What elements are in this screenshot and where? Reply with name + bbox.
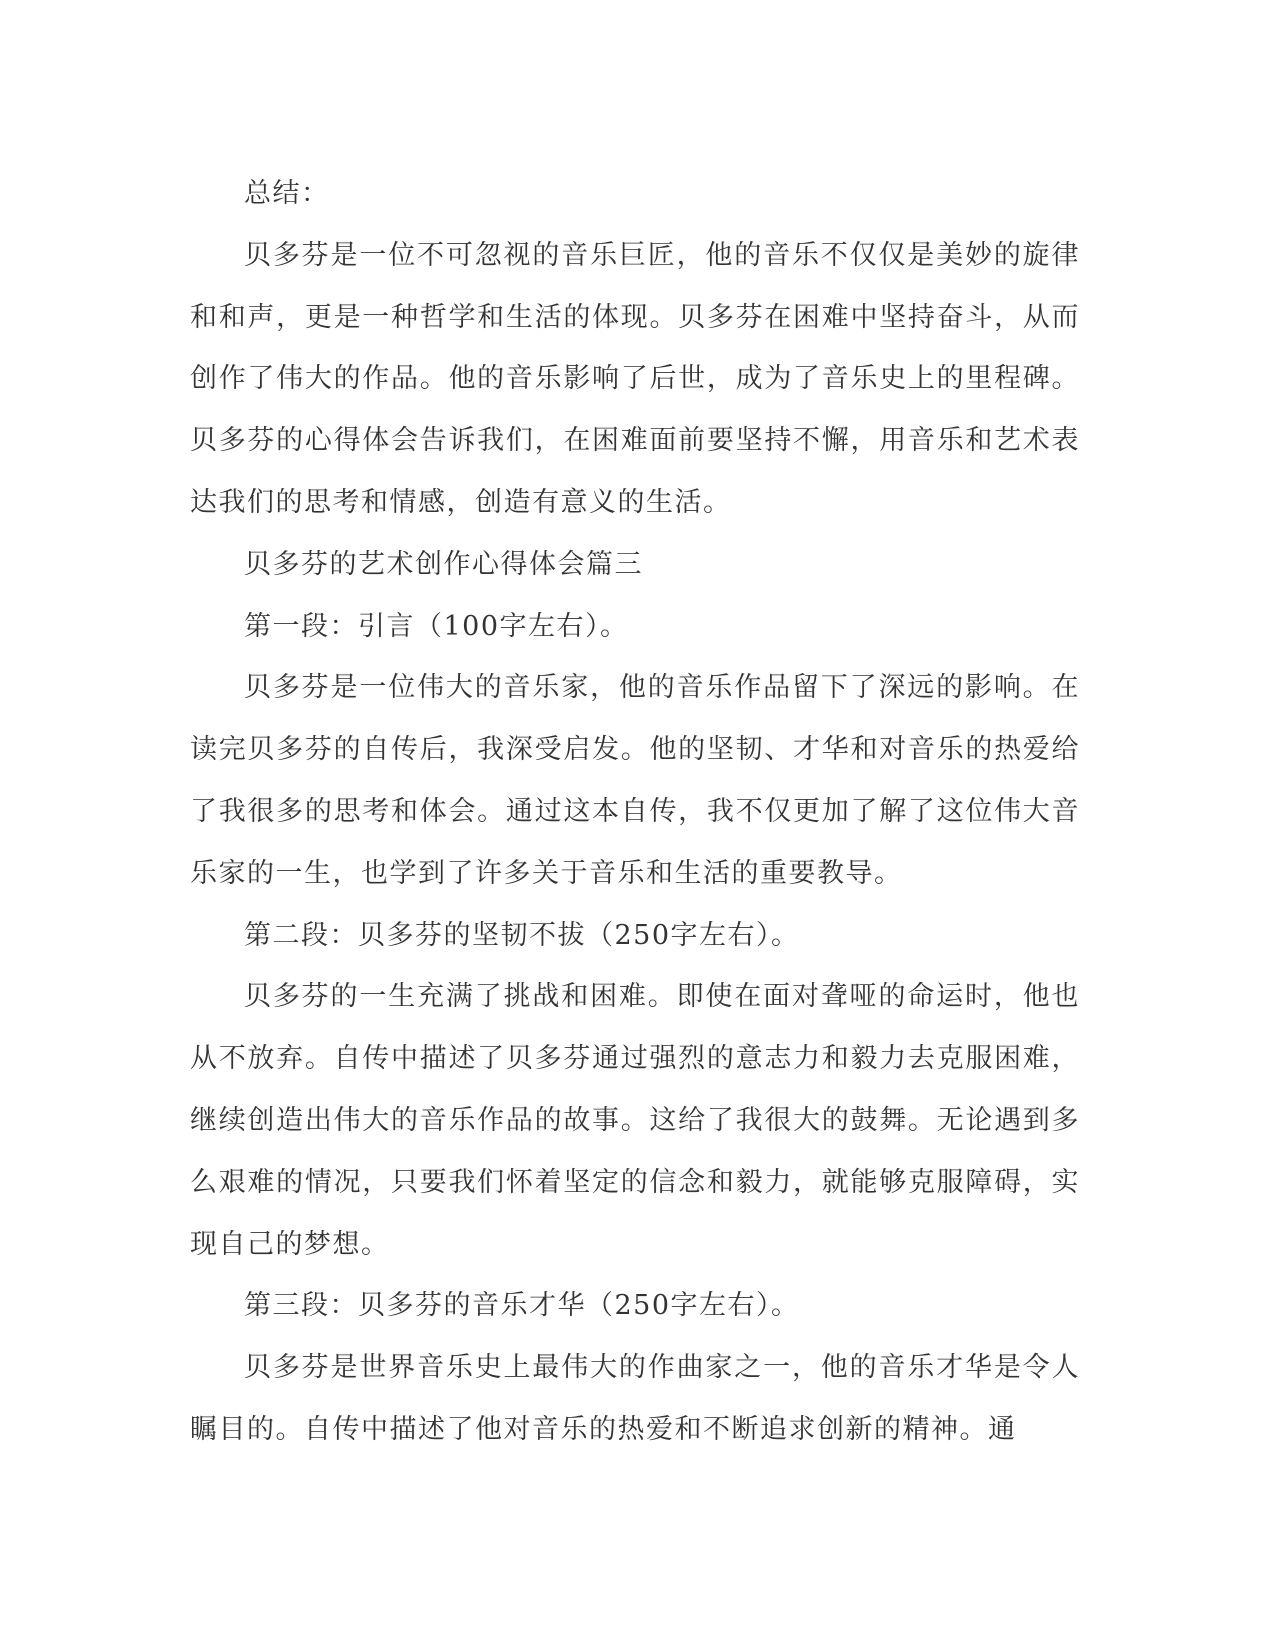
summary-heading: 总结：	[244, 178, 330, 209]
summary-paragraph: 贝多芬是一位不可忽视的音乐巨匠，他的音乐不仅仅是美妙的旋律和和声，更是一种哲学和生活的体现。贝多芬在困难中坚持奋斗，从而创作了伟大的作品。他的音乐影响了后世，成为了音乐史上的里程碑。贝多芬的心得体会告诉我们，在困难面前要坚持不懈，用音乐和艺术表达我们的思考和情感，创造有意义的生活。	[190, 239, 1080, 518]
part-two-paragraph: 贝多芬的一生充满了挑战和困难。即使在面对聋哑的命运时，他也从不放弃。自传中描述了贝多芬通过强烈的意志力和毅力去克服困难，继续创造出伟大的音乐作品的故事。这给了我很大的鼓舞。无论遇到多么艰难的情况，只要我们怀着坚定的信念和毅力，就能够克服障碍，实现自己的梦想。	[190, 981, 1080, 1260]
part-one-heading: 第一段：引言（100字左右）。	[244, 610, 629, 642]
part-three-paragraph: 贝多芬是世界音乐史上最伟大的作曲家之一，他的音乐才华是令人瞩目的。自传中描述了他对音乐的热爱和不断追求创新的精神。通	[190, 1352, 1080, 1445]
part-two-heading: 第二段：贝多芬的坚韧不拔（250字左右）。	[244, 919, 800, 951]
part-three-heading: 第三段：贝多芬的音乐才华（250字左右）。	[244, 1290, 800, 1322]
part-one-paragraph: 贝多芬是一位伟大的音乐家，他的音乐作品留下了深远的影响。在读完贝多芬的自传后，我深受启发。他的坚韧、才华和对音乐的热爱给了我很多的思考和体会。通过这本自传，我不仅更加了解了这位伟大音乐家的一生，也学到了许多关于音乐和生活的重要教导。	[190, 672, 1080, 889]
document-body	[190, 163, 1080, 1461]
section-title: 贝多芬的艺术创作心得体会篇三	[244, 548, 643, 580]
